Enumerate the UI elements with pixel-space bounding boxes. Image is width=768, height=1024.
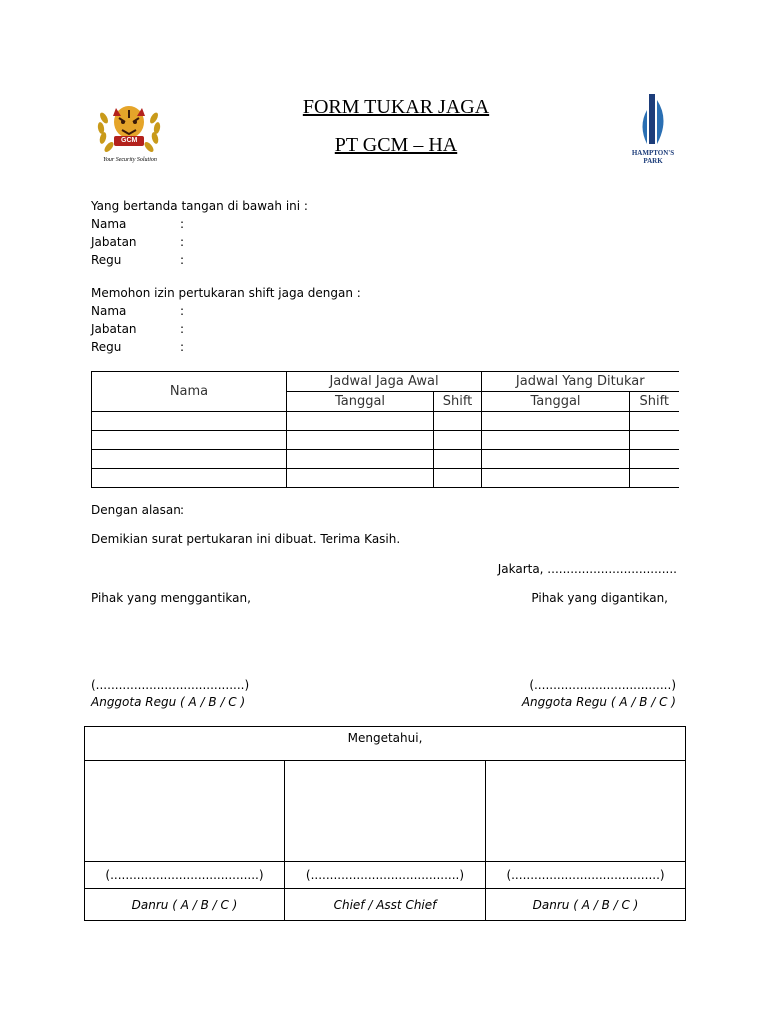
section2-intro: Memohon izin pertukaran shift jaga dengan :: [91, 286, 361, 300]
replacing-caption: Anggota Regu ( A / B / C ): [91, 695, 246, 709]
section2-nama-colon: :: [180, 304, 185, 318]
acknowledgement-heading: Mengetahui,: [85, 727, 686, 761]
place-date: Jakarta, ..................................: [497, 562, 677, 576]
table-cell[interactable]: [287, 469, 434, 488]
signature-box-chief[interactable]: [285, 761, 486, 862]
reason-label: Dengan alasan: [91, 503, 181, 517]
company-title: PT GCM – HA: [334, 134, 458, 156]
table-cell[interactable]: [92, 469, 287, 488]
table-cell[interactable]: [482, 412, 630, 431]
hamptons-park-emblem-icon: [624, 92, 682, 148]
form-title: FORM TUKAR JAGA: [302, 96, 490, 118]
section2-nama-label: Nama: [91, 304, 127, 318]
signature-box-danru-1[interactable]: [85, 761, 285, 862]
replaced-signature-line: (....................................): [529, 678, 676, 692]
section1-jabatan-label: Jabatan: [91, 235, 137, 249]
col-header-tanggal-awal: Tanggal: [287, 392, 434, 412]
hamptons-logo-line2: PARK: [643, 157, 663, 165]
section1-nama-label: Nama: [91, 217, 127, 231]
signature-line-chief: (.......................................): [285, 862, 486, 889]
hamptons-park-logo: [624, 92, 682, 172]
signature-line-danru-1: (.......................................): [85, 862, 285, 889]
replacing-party-label: Pihak yang menggantikan,: [91, 591, 251, 605]
section1-nama-colon: :: [180, 217, 185, 231]
closing-statement: Demikian surat pertukaran ini dibuat. Terima Kasih.: [91, 532, 401, 546]
acknowledgement-table: [84, 726, 686, 921]
col-header-shift-ditukar: Shift: [630, 392, 679, 412]
table-cell[interactable]: [92, 431, 287, 450]
section1-regu-label: Regu: [91, 253, 122, 267]
table-cell[interactable]: [434, 412, 482, 431]
col-header-shift-awal: Shift: [434, 392, 482, 412]
section2-jabatan-label: Jabatan: [91, 322, 137, 336]
table-cell[interactable]: [434, 469, 482, 488]
section2-regu-label: Regu: [91, 340, 122, 354]
replaced-caption: Anggota Regu ( A / B / C ): [521, 695, 676, 709]
table-cell[interactable]: [92, 450, 287, 469]
table-cell[interactable]: [630, 469, 679, 488]
table-cell[interactable]: [630, 431, 679, 450]
section2-jabatan-colon: :: [180, 322, 185, 336]
table-cell[interactable]: [630, 412, 679, 431]
replaced-party-label: Pihak yang digantikan,: [531, 591, 668, 605]
table-cell[interactable]: [434, 431, 482, 450]
table-cell[interactable]: [482, 469, 630, 488]
schedule-table: [91, 371, 679, 488]
gcm-logo-tagline: Your Security Solution: [103, 157, 157, 163]
caption-danru-1: Danru ( A / B / C ): [85, 889, 285, 921]
signature-box-danru-2[interactable]: [486, 761, 686, 862]
table-row: [92, 450, 679, 469]
caption-chief: Chief / Asst Chief: [285, 889, 486, 921]
gcm-tiger-emblem-icon: [94, 96, 164, 166]
col-group-jadwal-awal: Jadwal Jaga Awal: [287, 372, 482, 392]
reason-colon: :: [180, 503, 185, 517]
signature-line-danru-2: (.......................................): [486, 862, 686, 889]
table-cell[interactable]: [287, 431, 434, 450]
gcm-logo: [94, 96, 164, 166]
table-cell[interactable]: [434, 450, 482, 469]
table-row: [92, 469, 679, 488]
caption-danru-2: Danru ( A / B / C ): [486, 889, 686, 921]
table-row: [92, 412, 679, 431]
table-row: [92, 431, 679, 450]
col-header-nama: Nama: [92, 372, 287, 412]
table-cell[interactable]: [287, 450, 434, 469]
section1-intro: Yang bertanda tangan di bawah ini :: [91, 199, 308, 213]
table-cell[interactable]: [630, 450, 679, 469]
col-header-tanggal-ditukar: Tanggal: [482, 392, 630, 412]
table-cell[interactable]: [482, 450, 630, 469]
table-cell[interactable]: [287, 412, 434, 431]
table-cell[interactable]: [482, 431, 630, 450]
section1-jabatan-colon: :: [180, 235, 185, 249]
col-group-jadwal-ditukar: Jadwal Yang Ditukar: [482, 372, 679, 392]
table-cell[interactable]: [92, 412, 287, 431]
section2-regu-colon: :: [180, 340, 185, 354]
gcm-logo-text: GCM: [121, 137, 138, 144]
replacing-signature-line: (.......................................): [91, 678, 250, 692]
hamptons-logo-line1: HAMPTON'S: [631, 149, 675, 157]
section1-regu-colon: :: [180, 253, 185, 267]
